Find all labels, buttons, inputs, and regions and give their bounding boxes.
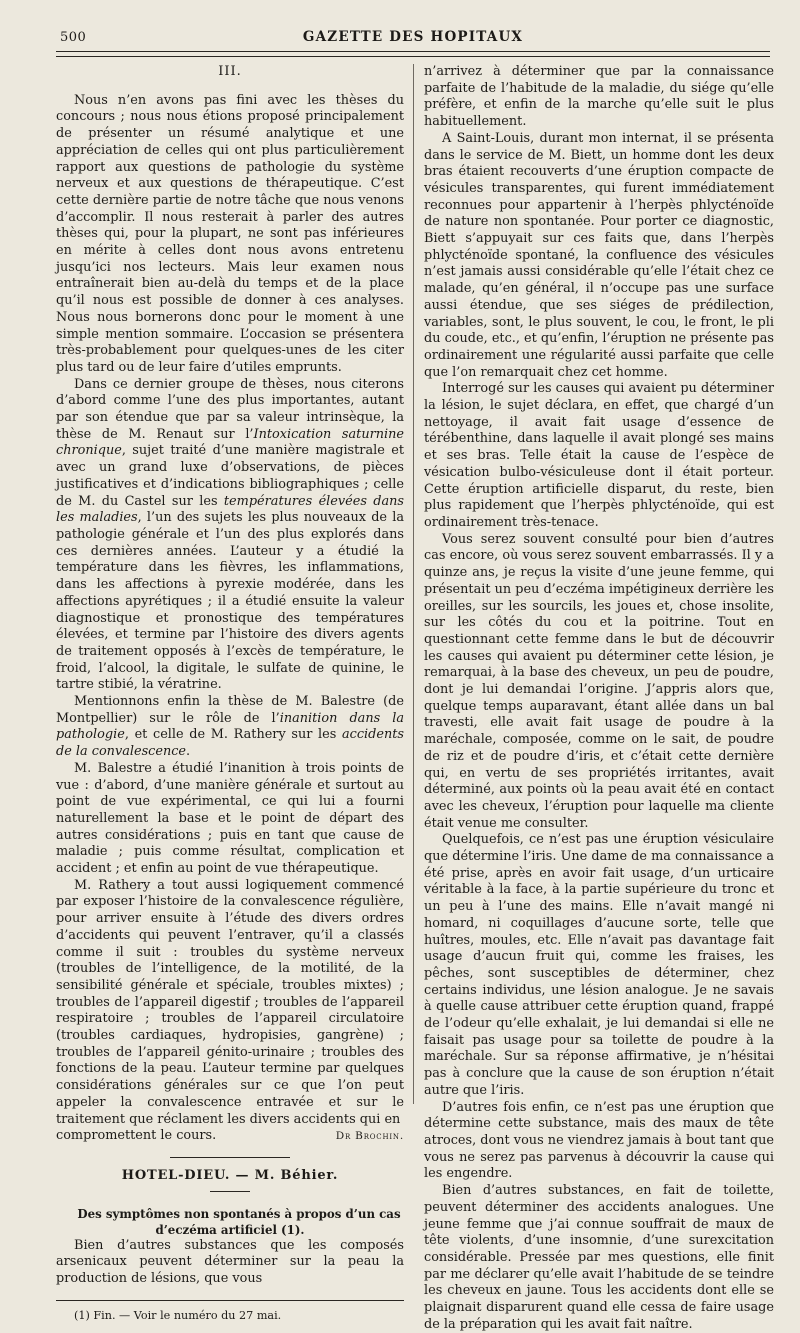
left-column (56, 64, 404, 1323)
paragraph: Bien d’autres substances que les composés arsenicaux peuvent déterminer sur la peau la production de lésions, que vous (56, 1237, 404, 1287)
section-number: III. (218, 64, 242, 79)
paragraph: Bien d’autres substances, en fait de toilette, peuvent déterminer des accidents analogues. Une jeune femme que j’ai connue souffrait de maux de tête violents, d’une insomnie, d’une surexcitation considérable. Pressée par mes questions, elle finit par me déclarer qu’elle avait l’habitude de se teindre les cheveux en jaune. Tous les accidents dont elle se plaignait disparurent quand elle cessa de faire usage de la préparation qui les avait fait naître. (424, 1183, 774, 1332)
section-divider (170, 1157, 290, 1158)
signature-line (56, 1128, 404, 1145)
paragraph-end: compromettent le cours. (56, 1128, 217, 1144)
paragraph: Quelquefois, ce n’est pas une éruption vésiculaire que détermine l’iris. Une dame de ma connaissance a été prise, après en avoir fait usage, d’un urticaire véritable à la face, à la partie supérieure du tronc et un peu à l’une des mains. Elle n’avait mangé ni homard, ni coquillages d’aucune sorte, telle que huîtres, moules, etc. Elle n’avait pas davantage fait usage d’aucun fruit qui, comme les fraises, les pêches, sont susceptibles de déterminer, chez certains individus, une lésion analogue. Je ne savais à quelle cause attribuer cette éruption quand, frappé de l’odeur qu’elle exhalait, je lui demandai si elle ne faisait pas usage pour sa toilette de poudre à la maréchale. Sur sa réponse affirmative, je n’hésitai pas à conclure que la cause de son éruption n’était autre que l’iris. (424, 832, 774, 1098)
page-number: 500 (60, 30, 87, 45)
paragraph: Nous n’en avons pas fini avec les thèses du concours ; nous nous étions proposé principalement de présenter un résumé analytique et une appréciation de celles qui ont plus particulièrement rapport aux questions de pathologie du système nerveux et aux questions de thérapeutique. C’est cette dernière partie de notre tâche que nous venons d’accomplir. Il nous resterait à parler des autres thèses qui, pour la plupart, ne sont pas inférieures en mérite à celles dont nous avons entretenu jusqu’ici nos lecteurs. Mais leur examen nous entraînerait bien au-delà du temps et de la place qu’il nous est possible de donner à ces analyses. Nous nous bornerons donc pour le moment à une simple mention sommaire. L’occasion se présentera très-probablement pour quelques-unes de les citer plus tard ou de leur faire d’utiles emprunts. (56, 92, 404, 375)
heading-divider (210, 1191, 250, 1192)
thesis-title: accidents de la convalescence (56, 727, 404, 760)
paragraph: A Saint-Louis, durant mon internat, il se présenta dans le service de M. Biett, un homme dont les deux bras étaient recouverts d’une éruption compacte de vésicules transparentes, qui furent immédiatement reconnues pour appartenir à l’herpès phlycténoïde de nature non spontanée. Pour porter ce diagnostic, Biett s’appuyait sur ces faits que, dans l’herpès phlycténoïde spontané, la confluence des vésicules n’est jamais aussi considérable qu’elle l’était chez ce malade, qu’en général, il n’occupe pas une surface aussi étendue, que ses siéges de prédilection, variables, sont, le plus souvent, le cou, le front, le pli du coude, etc., et qu’enfin, l’éruption ne présente pas ordinairement une régularité aussi parfaite que celle que l’on remarquait chez cet homme. (424, 130, 774, 380)
right-column (424, 64, 774, 1333)
paragraph: D’autres fois enfin, ce n’est pas une éruption que détermine cette substance, mais des maux de tête atroces, dont vous ne viendrez jamais à bout tant que vous ne serez pas parvenus à découvrir la cause qui les engendre. (424, 1099, 774, 1182)
paragraph: Mentionnons enfin la thèse de M. Balestre (de Montpellier) sur le rôle de l’inanition dans la pathologie, et celle de M. Rathery sur les accidents de la convalescence. (56, 694, 404, 760)
header-rule-thin (56, 56, 770, 57)
page-header (56, 22, 770, 52)
column-separator (413, 64, 414, 1104)
paragraph: Vous serez souvent consulté pour bien d’autres cas encore, où vous serez souvent embarrassés. Il y a quinze ans, je reçus la visite d’une jeune femme, qui présentait un peu d’eczéma impétigineux derrière les oreilles, sur les sourcils, les joues et, chose insolite, sur les côtés du cou et la poitrine. Tout en questionnant cette femme dans le but de découvrir les causes qui avaient pu déterminer cette lésion, je remarquai, à la base des cheveux, un peu de poudre, dont je lui demandai l’origine. J’appris alors que, quelque temps auparavant, étant allée dans un bal travesti, elle avait fait usage de poudre à la maréchale, composée, comme on le sait, de poudre de riz et de poudre d’iris, et c’était cette dernière qui, en vertu de ses propriétés irritantes, avait déterminé, aux points où la peau avait été en contact avec les cheveux, l’éruption pour laquelle ma cliente était venue me consulter. (424, 531, 774, 831)
footnote: (1) Fin. — Voir le numéro du 27 mai. (74, 1308, 282, 1322)
thesis-title: températures élevées dans les maladies (56, 493, 405, 526)
thesis-title: inanition dans la pathologie (56, 710, 404, 743)
footnote-rule (56, 1300, 404, 1301)
thesis-title: Intoxication saturnine chronique (56, 426, 405, 459)
hospital-heading: HOTEL-DIEU. — M. Béhier. (121, 1168, 339, 1183)
paragraph: M. Rathery a tout aussi logiquement commencé par exposer l’histoire de la convalescence régulière, pour arriver ensuite à l’étude des divers ordres d’accidents qui peuvent l’entraver, qu’il a classés comme il suit : troubles du système nerveux (troubles de l’intelligence, de la motilité, de la sensibilité générale et spéciale, troubles mixtes) ; troubles de l’appareil digestif ; troubles de l’appareil respiratoire ; troubles de l’appareil circulatoire (troubles cardiaques, hydropisies, gangrène) ; troubles de l’appareil génito-urinaire ; troubles des fonctions de la peau. L’auteur termine par quelques considérations générales sur ce que l’on peut appeler la convalescence entravée et sur le traitement que réclament les divers accidents qui en (56, 877, 404, 1127)
paragraph: Interrogé sur les causes qui avaient pu déterminer la lésion, le sujet déclara, en effet, que chargé d’un nettoyage, il avait fait usage d’essence de térébenthine, dans laquelle il avait plongé ses mains et ses bras. Telle était la cause de l’espèce de vésication bulbo-vésiculeuse dont il était porteur. Cette éruption artificielle disparut, du reste, bien plus rapidement que l’herpès phlycténoïde, qui est ordinairement très-tenace. (424, 381, 774, 530)
header-rule (56, 51, 770, 52)
journal-title: GAZETTE DES HOPITAUX (302, 29, 524, 45)
paragraph: M. Balestre a étudié l’inanition à trois points de vue : d’abord, d’une manière générale et surtout au point de vue expérimental, ce qui lui a fourni naturellement la base et le point de départ des autres considérations ; puis en tant que cause de maladie ; puis comme résultat, complication et accident ; et enfin au point de vue thérapeutique. (56, 760, 404, 877)
paragraph: n’arrivez à déterminer que par la connaissance parfaite de l’habitude de la maladie, du siége qu’elle préfère, et enfin de la marche qu’elle suit le plus habituellement. (424, 64, 774, 130)
author-signature: Dr Brochin. (335, 1130, 404, 1143)
paragraph: Dans ce dernier groupe de thèses, nous citerons d’abord comme l’une des plus importantes, autant par son étendue que par sa valeur intrinsèque, la thèse de M. Renaut sur l’Intoxication saturnine chronique, sujet traité d’une manière magistrale et avec un grand luxe d’observations, de pièces justificatives et d’indications bibliographiques ; celle de M. du Castel sur les températures élevées dans les maladies, l’un des sujets les plus nouveaux de la pathologie générale et l’un des plus explorés dans ces dernières années. L’auteur y a étudié la température dans les fièvres, les inflammations, dans les affections à pyrexie modérée, dans les affections apyrétiques ; il a étudié ensuite la valeur diagnostique et pronostique des températures élevées, et termine par l’histoire des divers agents de traitement opposés à l’excès de température, le froid, l’alcool, la digitale, le sulfate de quinine, le tartre stibié, la vératrine. (56, 376, 405, 693)
article-title: Des symptômes non spontanés à propos d’un cas d’eczéma artificiel (1). (77, 1206, 401, 1237)
